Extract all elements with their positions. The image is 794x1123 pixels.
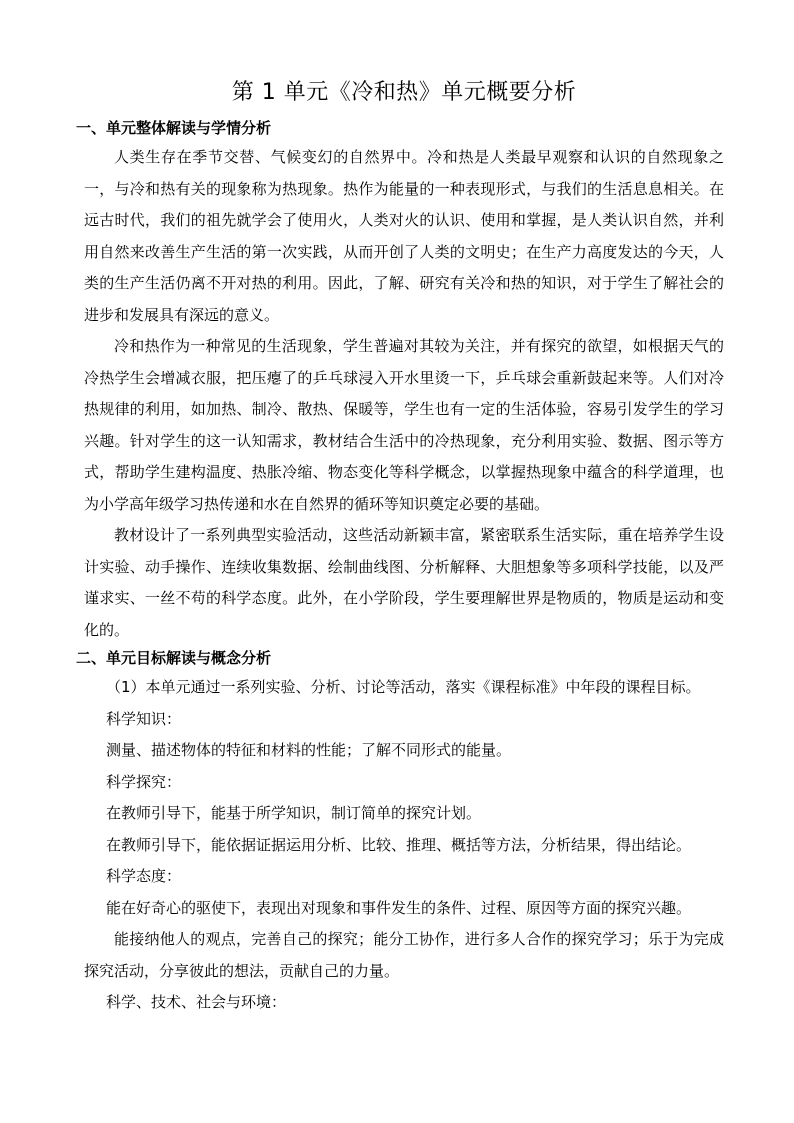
section2-heading: 二、单元目标解读与概念分析	[76, 649, 272, 667]
inquiry-item-1: 在教师引导下，能基于所学知识，制订简单的探究计划。	[106, 804, 482, 822]
section1-paragraph-1: 人类生存在季节交替、气候变幻的自然界中。冷和热是人类最早观察和认识的自然现象之一，与冷和热有关的现象称为热现象。热作为能量的一种表现形式，与我们的生活息息相关。在远古时代，我们的祖先就学会了使用火，人类对火的认识、使用和掌握，是人类认识自然，并利用自然来改善生产生活的第一次实践，从而开创了人类的文明史；在生产力高度发达的今天，人类的生产生活仍离不开对热的利用。因此，了解、研究有关冷和热的知识，对于学生了解社会的进步和发展具有深远的意义。	[84, 148, 724, 324]
attitude-item-2: 能接纳他人的观点，完善自己的探究；能分工协作，进行多人合作的探究学习；乐于为完成探究活动，分享彼此的想法，贡献自己的力量。	[84, 930, 724, 980]
section1-paragraph-2: 冷和热作为一种常见的生活现象，学生普遍对其较为关注，并有探究的欲望，如根据天气的冷热学生会增减衣服，把压瘪了的乒乓球浸入开水里烫一下，乒乓球会重新鼓起来等。人们对冷热规律的利用，如加热、制冷、散热、保暖等，学生也有一定的生活体验，容易引发学生的学习兴趣。针对学生的这一认知需求，教材结合生活中的冷热现象，充分利用实验、数据、图示等方式，帮助学生建构温度、热胀冷缩、物态变化等科学概念，以掌握热现象中蕴含的科学道理，也为小学高年级学习热传递和水在自然界的循环等知识奠定必要的基础。	[84, 337, 724, 513]
attitude-label: 科学态度：	[106, 867, 182, 885]
attitude-item-1: 能在好奇心的驱使下，表现出对现象和事件发生的条件、过程、原因等方面的探究兴趣。	[106, 898, 692, 917]
document-page	[76, 78, 724, 1019]
section1-paragraph-3: 教材设计了一系列典型实验活动，这些活动新颖丰富，紧密联系生活实际，重在培养学生设计实验、动手操作、连续收集数据、绘制曲线图、分析解释、大胆想象等多项科学技能，以及严谨求实、一丝不苟的科学态度。此外，在小学阶段，学生要理解世界是物质的，物质是运动和变化的。	[84, 526, 724, 639]
section2-intro: （1）本单元通过一系列实验、分析、讨论等活动，落实《课程标准》中年段的课程目标。	[106, 678, 701, 696]
sts-label: 科学、技术、社会与环境：	[106, 993, 287, 1011]
knowledge-label: 科学知识：	[106, 709, 182, 728]
inquiry-label: 科学探究：	[106, 772, 182, 791]
document-title: 第 1 单元《冷和热》单元概要分析	[231, 80, 577, 105]
inquiry-item-2: 在教师引导下，能依据证据运用分析、比较、推理、概括等方法，分析结果，得出结论。	[106, 835, 692, 854]
section1-heading: 一、单元整体解读与学情分析	[76, 119, 272, 137]
knowledge-item-1: 测量、描述物体的特征和材料的性能；了解不同形式的能量。	[106, 741, 512, 759]
